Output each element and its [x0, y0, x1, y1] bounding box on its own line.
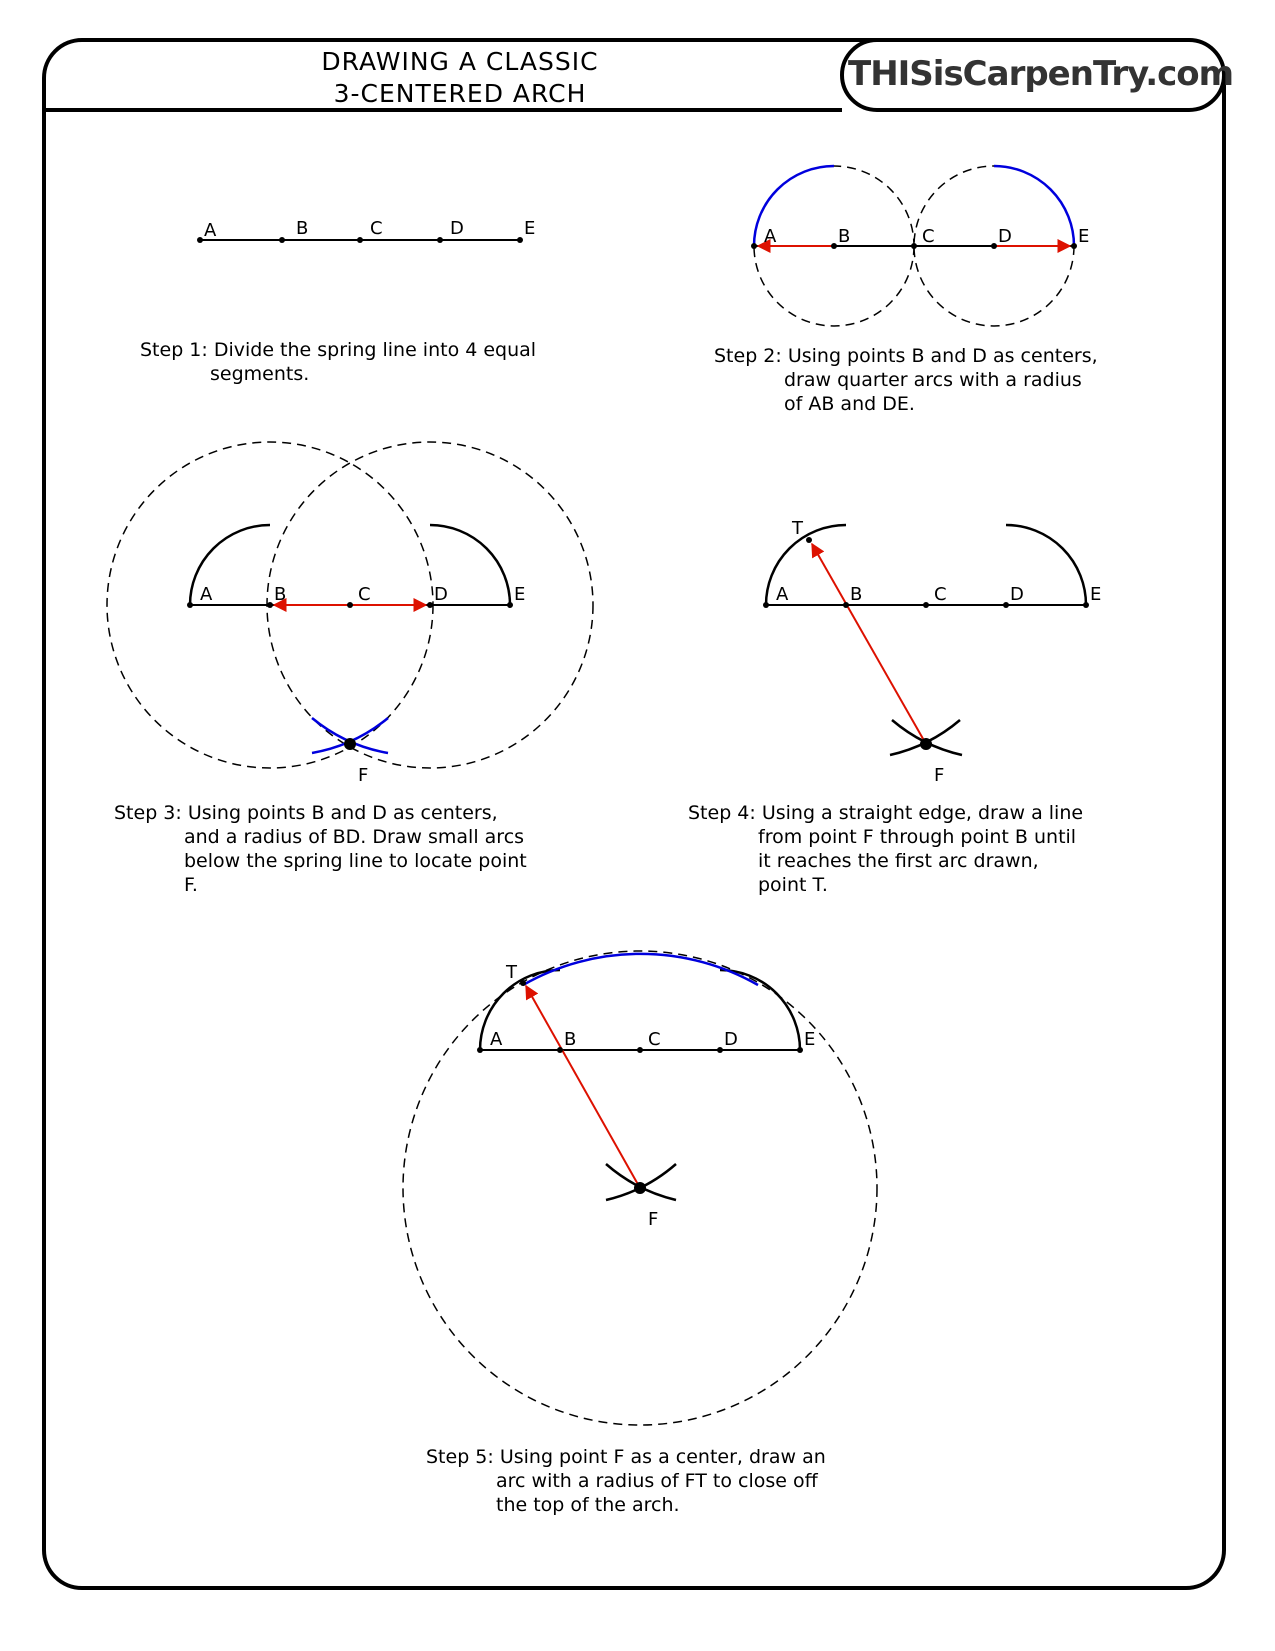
- step4-caption: [688, 801, 1083, 897]
- step3-label-e: E: [514, 584, 526, 605]
- step1-label-c: C: [370, 218, 383, 239]
- step3-caption-line: F.: [184, 874, 198, 896]
- step5-point-t: [520, 980, 526, 986]
- step5-point-b: [557, 1047, 563, 1053]
- step5-label-f: F: [648, 1209, 659, 1230]
- step5-label-a: A: [490, 1029, 503, 1050]
- step2-label-a: A: [764, 226, 777, 247]
- step4-caption-line: from point F through point B until: [758, 826, 1077, 848]
- step5-diagram: [403, 951, 877, 1425]
- step4-line-ft: [812, 544, 926, 744]
- step3-point-d: [427, 602, 433, 608]
- step5-label-d: D: [724, 1029, 738, 1050]
- step2-label-d: D: [998, 226, 1012, 247]
- step4-point-a: [763, 602, 769, 608]
- step5-top-arc: [523, 954, 758, 985]
- step4-label-f: F: [934, 765, 945, 786]
- step3-label-f: F: [358, 765, 369, 786]
- step2-point-d: [991, 243, 997, 249]
- step4-point-c: [923, 602, 929, 608]
- step5-caption-line: arc with a radius of FT to close off: [496, 1470, 818, 1492]
- step5-point-e: [797, 1047, 803, 1053]
- step1-diagram: [197, 218, 535, 243]
- step1-label-b: B: [296, 218, 309, 239]
- step4-label-b: B: [850, 584, 863, 605]
- step2-label-b: B: [838, 226, 851, 247]
- step1-point-d: [437, 237, 443, 243]
- step4-point-d: [1003, 602, 1009, 608]
- step3-caption: [114, 801, 527, 897]
- step3-point-c: [347, 602, 353, 608]
- step2-caption-line: draw quarter arcs with a radius: [784, 369, 1082, 391]
- step1-caption-line: segments.: [210, 363, 310, 385]
- step4-point-b: [843, 602, 849, 608]
- step5-label-b: B: [564, 1029, 577, 1050]
- step5-point-f: [634, 1182, 646, 1194]
- step4-point-e: [1083, 602, 1089, 608]
- step5-small-arc-right: [606, 1164, 676, 1200]
- step4-label-d: D: [1010, 584, 1024, 605]
- step2-point-e: [1071, 243, 1077, 249]
- step2-caption-line: of AB and DE.: [784, 393, 915, 415]
- step4-label-c: C: [934, 584, 947, 605]
- step2-point-c: [911, 243, 917, 249]
- step5-small-arc-left: [606, 1164, 676, 1200]
- step4-label-e: E: [1090, 584, 1102, 605]
- step1-caption-line: Step 1: Divide the spring line into 4 equal: [140, 339, 537, 361]
- step5-caption: [426, 1445, 826, 1517]
- step2-point-b: [831, 243, 837, 249]
- step5-label-t: T: [506, 962, 517, 983]
- step3-caption-line: below the spring line to locate point: [184, 850, 527, 872]
- step4-label-a: A: [776, 584, 789, 605]
- step4-label-t: T: [792, 518, 803, 539]
- step3-caption-line: and a radius of BD. Draw small arcs: [184, 826, 525, 848]
- step3-point-b: [267, 602, 273, 608]
- page-title-line1: DRAWING A CLASSIC: [321, 47, 599, 76]
- step3-diagram: [107, 442, 593, 786]
- brand-logo: THISisCarpenTry.com: [848, 54, 1234, 94]
- step5-label-e: E: [804, 1029, 816, 1050]
- step3-caption-line: Step 3: Using points B and D as centers,: [114, 802, 498, 824]
- step5-label-c: C: [648, 1029, 661, 1050]
- step5-point-c: [637, 1047, 643, 1053]
- step5-point-a: [477, 1047, 483, 1053]
- page-title: [245, 46, 675, 110]
- step3-point-a: [187, 602, 193, 608]
- step1-label-d: D: [450, 218, 464, 239]
- step3-label-b: B: [274, 584, 287, 605]
- step4-point-t: [806, 537, 812, 543]
- step2-caption: [714, 344, 1098, 416]
- step2-label-c: C: [922, 226, 935, 247]
- step1-point-a: [197, 237, 203, 243]
- step3-point-f: [344, 738, 356, 750]
- step3-point-e: [507, 602, 513, 608]
- step4-diagram: [763, 518, 1101, 786]
- step1-label-a: A: [204, 220, 217, 241]
- step5-line-ft: [526, 986, 640, 1188]
- step5-caption-line: Step 5: Using point F as a center, draw an: [426, 1446, 826, 1468]
- step1-point-b: [279, 237, 285, 243]
- step4-caption-line: point T.: [758, 874, 828, 896]
- step2-label-e: E: [1078, 226, 1090, 247]
- step5-caption-line: the top of the arch.: [496, 1494, 680, 1516]
- step4-caption-line: Step 4: Using a straight edge, draw a line: [688, 802, 1084, 824]
- step1-caption: [140, 338, 536, 386]
- step3-label-a: A: [200, 584, 213, 605]
- step3-label-c: C: [358, 584, 371, 605]
- step1-label-e: E: [524, 218, 536, 239]
- step2-caption-line: Step 2: Using points B and D as centers,: [714, 345, 1098, 367]
- step1-point-e: [517, 237, 523, 243]
- step2-diagram: [751, 166, 1089, 326]
- step5-point-d: [717, 1047, 723, 1053]
- step4-caption-line: it reaches the first arc drawn,: [758, 850, 1039, 872]
- step3-label-d: D: [434, 584, 448, 605]
- step2-point-a: [751, 243, 757, 249]
- page-title-line2: 3-CENTERED ARCH: [333, 79, 587, 108]
- step4-point-f: [920, 738, 932, 750]
- step1-point-c: [357, 237, 363, 243]
